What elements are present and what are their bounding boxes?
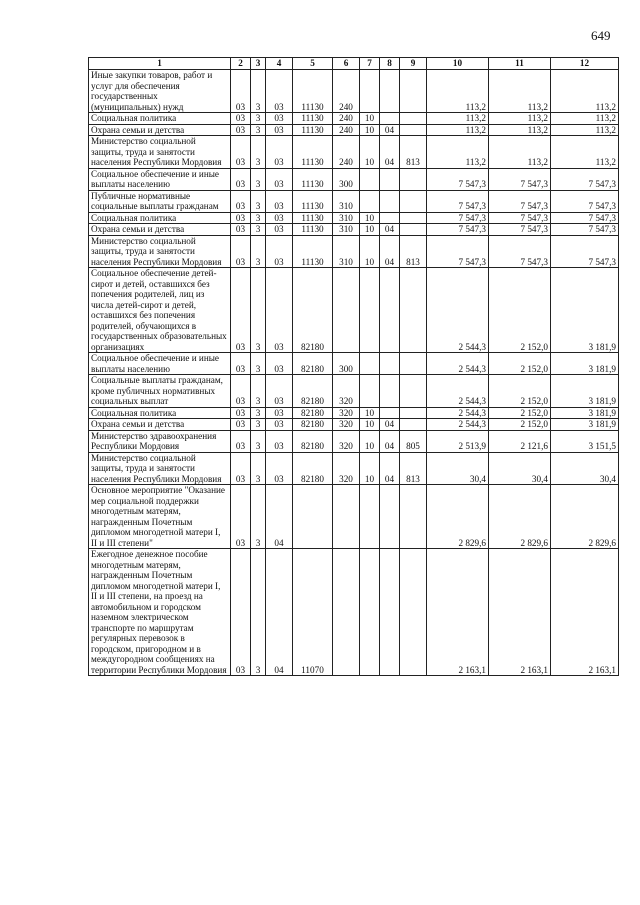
row-cell: 3	[251, 485, 266, 549]
row-cell	[400, 549, 427, 676]
row-cell: 11130	[293, 235, 333, 268]
row-cell: 813	[400, 235, 427, 268]
row-cell: 03	[266, 190, 293, 212]
row-cell: 3 181,9	[551, 375, 619, 408]
row-cell: 04	[380, 224, 400, 236]
row-cell: 240	[333, 113, 360, 125]
col-header: 12	[551, 58, 619, 70]
row-cell: 2 152,0	[489, 353, 551, 375]
row-label: Социальная политика	[89, 113, 231, 125]
row-cell: 3	[251, 190, 266, 212]
row-cell	[360, 375, 380, 408]
row-cell: 04	[380, 452, 400, 485]
row-cell	[400, 407, 427, 419]
row-cell: 11070	[293, 549, 333, 676]
row-cell: 2 829,6	[427, 485, 489, 549]
row-cell: 03	[266, 375, 293, 408]
row-cell	[400, 124, 427, 136]
row-cell: 3	[251, 70, 266, 113]
row-cell: 03	[231, 70, 251, 113]
row-cell: 03	[231, 407, 251, 419]
row-cell: 3	[251, 375, 266, 408]
row-cell	[380, 268, 400, 353]
row-cell	[293, 485, 333, 549]
row-label: Министерство здравоохранения Республики Мордовия	[89, 430, 231, 452]
table-body	[89, 70, 619, 676]
row-cell: 10	[360, 136, 380, 169]
row-cell: 7 547,3	[551, 235, 619, 268]
table-row	[89, 268, 619, 353]
row-cell: 2 544,3	[427, 353, 489, 375]
row-cell: 7 547,3	[489, 212, 551, 224]
row-cell: 11130	[293, 136, 333, 169]
row-cell: 3 181,9	[551, 353, 619, 375]
table-row	[89, 190, 619, 212]
row-label: Министерство социальной защиты, труда и занятости населения Республики Мордовия	[89, 235, 231, 268]
row-cell: 03	[231, 190, 251, 212]
row-cell: 04	[266, 485, 293, 549]
row-cell: 3	[251, 549, 266, 676]
row-cell: 03	[266, 124, 293, 136]
row-cell: 10	[360, 235, 380, 268]
row-cell	[360, 190, 380, 212]
row-label: Публичные нормативные социальные выплаты гражданам	[89, 190, 231, 212]
row-cell: 320	[333, 452, 360, 485]
row-cell: 2 152,0	[489, 375, 551, 408]
col-header: 11	[489, 58, 551, 70]
row-cell: 113,2	[551, 113, 619, 125]
row-cell: 2 163,1	[427, 549, 489, 676]
row-cell	[380, 353, 400, 375]
row-cell: 11130	[293, 190, 333, 212]
row-cell: 7 547,3	[551, 212, 619, 224]
row-cell	[400, 419, 427, 431]
table-row	[89, 419, 619, 431]
row-label: Охрана семьи и детства	[89, 419, 231, 431]
row-label: Социальное обеспечение и иные выплаты населению	[89, 168, 231, 190]
row-cell: 03	[231, 353, 251, 375]
row-cell: 03	[231, 452, 251, 485]
row-cell: 03	[266, 268, 293, 353]
row-cell: 03	[231, 549, 251, 676]
col-header: 5	[293, 58, 333, 70]
row-cell: 10	[360, 124, 380, 136]
row-label: Социальные выплаты гражданам, кроме публичных нормативных социальных выплат	[89, 375, 231, 408]
row-cell: 03	[266, 70, 293, 113]
row-cell: 03	[231, 419, 251, 431]
row-cell: 310	[333, 235, 360, 268]
row-cell: 7 547,3	[489, 224, 551, 236]
row-cell: 7 547,3	[427, 224, 489, 236]
row-cell: 2 544,3	[427, 375, 489, 408]
row-cell: 240	[333, 124, 360, 136]
row-cell: 113,2	[489, 136, 551, 169]
row-cell	[400, 113, 427, 125]
budget-table	[88, 57, 619, 676]
table-row	[89, 235, 619, 268]
row-cell: 03	[231, 375, 251, 408]
row-cell: 11130	[293, 124, 333, 136]
row-cell: 7 547,3	[551, 190, 619, 212]
row-cell: 3	[251, 235, 266, 268]
row-cell: 3	[251, 430, 266, 452]
row-cell: 7 547,3	[489, 235, 551, 268]
row-label: Социальная политика	[89, 212, 231, 224]
row-cell: 04	[380, 235, 400, 268]
row-cell	[380, 113, 400, 125]
col-header: 3	[251, 58, 266, 70]
row-cell: 3	[251, 224, 266, 236]
row-cell: 2 544,3	[427, 407, 489, 419]
row-cell: 300	[333, 168, 360, 190]
row-cell: 30,4	[551, 452, 619, 485]
row-cell: 10	[360, 452, 380, 485]
row-cell: 03	[266, 235, 293, 268]
row-cell: 82180	[293, 430, 333, 452]
table-row	[89, 124, 619, 136]
row-cell: 320	[333, 430, 360, 452]
table-row	[89, 452, 619, 485]
row-cell: 3	[251, 136, 266, 169]
col-header: 9	[400, 58, 427, 70]
row-cell: 310	[333, 190, 360, 212]
row-cell	[360, 353, 380, 375]
row-cell: 3	[251, 407, 266, 419]
row-cell: 7 547,3	[427, 190, 489, 212]
row-cell: 113,2	[427, 136, 489, 169]
row-cell: 300	[333, 353, 360, 375]
row-cell: 2 544,3	[427, 268, 489, 353]
row-cell: 2 163,1	[551, 549, 619, 676]
row-cell: 82180	[293, 353, 333, 375]
row-cell	[360, 70, 380, 113]
row-label: Охрана семьи и детства	[89, 124, 231, 136]
row-cell: 03	[266, 113, 293, 125]
row-cell: 04	[266, 549, 293, 676]
row-cell: 82180	[293, 407, 333, 419]
row-cell: 10	[360, 212, 380, 224]
row-cell: 2 152,0	[489, 419, 551, 431]
row-cell: 3	[251, 212, 266, 224]
row-cell: 04	[380, 430, 400, 452]
row-cell: 11130	[293, 168, 333, 190]
row-cell: 3	[251, 268, 266, 353]
row-cell: 03	[266, 224, 293, 236]
row-cell	[400, 375, 427, 408]
row-cell: 03	[266, 419, 293, 431]
row-cell	[333, 485, 360, 549]
row-cell: 2 513,9	[427, 430, 489, 452]
row-cell: 03	[231, 212, 251, 224]
row-cell: 805	[400, 430, 427, 452]
row-cell: 03	[266, 168, 293, 190]
row-cell: 3 151,5	[551, 430, 619, 452]
table-row	[89, 168, 619, 190]
row-cell: 240	[333, 136, 360, 169]
row-cell: 310	[333, 212, 360, 224]
col-header: 8	[380, 58, 400, 70]
row-cell: 2 544,3	[427, 419, 489, 431]
row-cell: 04	[380, 419, 400, 431]
row-cell: 7 547,3	[489, 190, 551, 212]
row-label: Социальное обеспечение детей-сирот и детей, оставшихся без попечения родителей, лиц из числа детей-сирот и детей, оставшихся без попечения родителей, обучающихся в государственных образовательных организациях	[89, 268, 231, 353]
row-cell: 7 547,3	[551, 224, 619, 236]
row-cell	[360, 168, 380, 190]
row-cell: 03	[266, 407, 293, 419]
row-cell: 3	[251, 168, 266, 190]
table-row	[89, 70, 619, 113]
row-label: Министерство социальной защиты, труда и занятости населения Республики Мордовия	[89, 452, 231, 485]
row-cell: 3	[251, 419, 266, 431]
row-cell: 11130	[293, 212, 333, 224]
row-cell: 7 547,3	[489, 168, 551, 190]
row-cell: 113,2	[489, 124, 551, 136]
row-cell	[333, 549, 360, 676]
row-cell	[380, 375, 400, 408]
row-cell: 03	[231, 430, 251, 452]
row-label: Основное мероприятие "Оказание мер социальной поддержки многодетным матерям, награжденным Почетным дипломом многодетной матери I, II и III степени"	[89, 485, 231, 549]
row-cell: 113,2	[551, 124, 619, 136]
row-cell: 2 152,0	[489, 268, 551, 353]
row-cell: 03	[231, 136, 251, 169]
row-cell	[380, 212, 400, 224]
row-cell: 7 547,3	[551, 168, 619, 190]
row-cell: 113,2	[489, 113, 551, 125]
row-cell	[400, 224, 427, 236]
page-number: 649	[591, 28, 611, 43]
row-cell: 82180	[293, 268, 333, 353]
row-cell: 03	[266, 430, 293, 452]
row-cell: 113,2	[427, 113, 489, 125]
row-cell: 10	[360, 430, 380, 452]
row-cell: 7 547,3	[427, 235, 489, 268]
row-cell: 03	[231, 124, 251, 136]
row-cell	[380, 407, 400, 419]
row-cell: 3	[251, 353, 266, 375]
row-cell: 03	[266, 212, 293, 224]
row-cell: 113,2	[489, 70, 551, 113]
row-cell: 113,2	[427, 124, 489, 136]
row-label: Иные закупки товаров, работ и услуг для обеспечения государственных (муниципальных) нужд	[89, 70, 231, 113]
row-cell	[400, 353, 427, 375]
row-cell: 03	[266, 452, 293, 485]
table-row	[89, 430, 619, 452]
row-cell: 10	[360, 113, 380, 125]
row-cell: 03	[266, 136, 293, 169]
row-cell: 310	[333, 224, 360, 236]
row-cell: 320	[333, 419, 360, 431]
col-header: 6	[333, 58, 360, 70]
row-cell: 11130	[293, 224, 333, 236]
table-row	[89, 353, 619, 375]
row-cell: 7 547,3	[427, 212, 489, 224]
row-cell	[360, 268, 380, 353]
row-cell	[400, 70, 427, 113]
row-cell: 3 181,9	[551, 419, 619, 431]
table-row	[89, 136, 619, 169]
row-label: Социальная политика	[89, 407, 231, 419]
table-row	[89, 407, 619, 419]
row-cell: 10	[360, 224, 380, 236]
row-cell: 3 181,9	[551, 268, 619, 353]
row-cell: 3	[251, 452, 266, 485]
row-cell	[380, 549, 400, 676]
row-cell: 2 829,6	[489, 485, 551, 549]
row-cell	[400, 485, 427, 549]
row-cell: 2 163,1	[489, 549, 551, 676]
header-row	[89, 58, 619, 70]
table-row	[89, 224, 619, 236]
row-cell: 82180	[293, 375, 333, 408]
row-cell: 240	[333, 70, 360, 113]
row-label: Охрана семьи и детства	[89, 224, 231, 236]
row-label: Ежегодное денежное пособие многодетным матерям, награжденным Почетным дипломом многодетной матери I, II и III степени, на проезд на автомобильном и городском наземном электрическом транспорте по маршрутам регулярных перевозок в городском, пригородном и в междугородном сообщениях на территории Республики Мордовия	[89, 549, 231, 676]
row-cell	[360, 549, 380, 676]
row-cell: 813	[400, 452, 427, 485]
row-cell: 2 121,6	[489, 430, 551, 452]
row-cell: 03	[231, 235, 251, 268]
row-cell	[360, 485, 380, 549]
row-cell	[400, 212, 427, 224]
row-cell: 2 152,0	[489, 407, 551, 419]
table-row	[89, 549, 619, 676]
row-cell	[400, 268, 427, 353]
row-cell: 03	[231, 168, 251, 190]
col-header: 1	[89, 58, 231, 70]
row-cell	[380, 70, 400, 113]
row-cell: 113,2	[551, 136, 619, 169]
col-header: 7	[360, 58, 380, 70]
row-cell: 04	[380, 124, 400, 136]
row-cell: 03	[266, 353, 293, 375]
row-cell: 3 181,9	[551, 407, 619, 419]
row-label: Социальное обеспечение и иные выплаты населению	[89, 353, 231, 375]
col-header: 2	[231, 58, 251, 70]
row-cell: 82180	[293, 419, 333, 431]
row-cell: 7 547,3	[427, 168, 489, 190]
col-header: 10	[427, 58, 489, 70]
table-row	[89, 113, 619, 125]
row-label: Министерство социальной защиты, труда и занятости населения Республики Мордовия	[89, 136, 231, 169]
col-header: 4	[266, 58, 293, 70]
row-cell: 30,4	[427, 452, 489, 485]
row-cell: 113,2	[427, 70, 489, 113]
row-cell: 03	[231, 485, 251, 549]
row-cell: 2 829,6	[551, 485, 619, 549]
row-cell	[400, 190, 427, 212]
table-row	[89, 375, 619, 408]
row-cell: 03	[231, 268, 251, 353]
row-cell: 3	[251, 113, 266, 125]
row-cell: 320	[333, 407, 360, 419]
row-cell: 3	[251, 124, 266, 136]
row-cell	[400, 168, 427, 190]
row-cell: 30,4	[489, 452, 551, 485]
row-cell: 11130	[293, 113, 333, 125]
row-cell: 03	[231, 113, 251, 125]
row-cell	[333, 268, 360, 353]
row-cell: 10	[360, 407, 380, 419]
row-cell: 813	[400, 136, 427, 169]
row-cell	[380, 168, 400, 190]
row-cell: 113,2	[551, 70, 619, 113]
row-cell: 82180	[293, 452, 333, 485]
row-cell: 10	[360, 419, 380, 431]
row-cell: 320	[333, 375, 360, 408]
row-cell: 04	[380, 136, 400, 169]
row-cell: 03	[231, 224, 251, 236]
row-cell	[380, 190, 400, 212]
table-row	[89, 485, 619, 549]
row-cell	[380, 485, 400, 549]
table-row	[89, 212, 619, 224]
row-cell: 11130	[293, 70, 333, 113]
